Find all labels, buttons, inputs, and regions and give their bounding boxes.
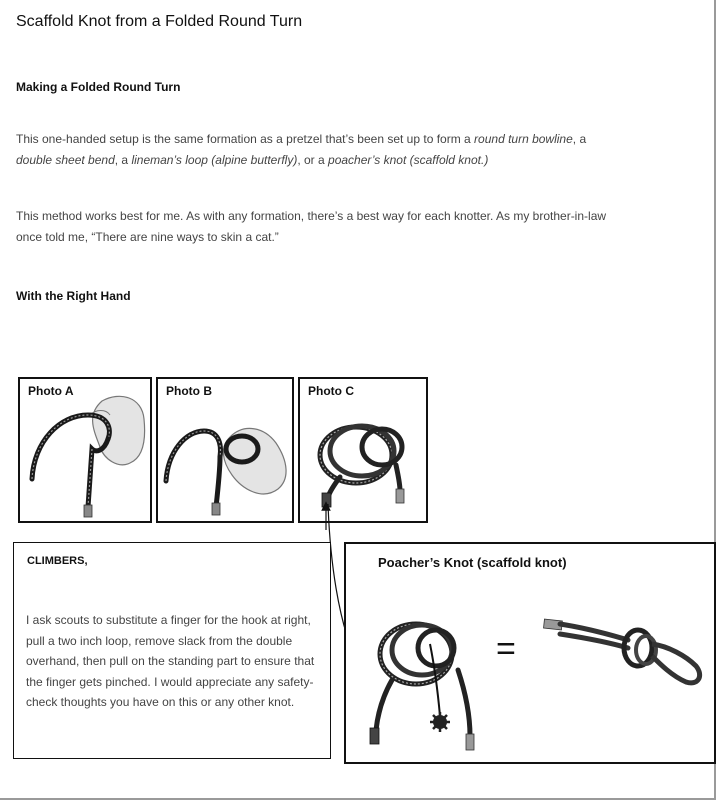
equals-sign: = (496, 630, 516, 668)
intro-text-2: , a (572, 132, 587, 146)
photo-c (298, 377, 428, 523)
document-title: Scaffold Knot from a Folded Round Turn (16, 13, 303, 30)
intro-text-1: This one-handed setup is the same formation as a pretzel that’s been set up to form a (16, 132, 475, 146)
poachers-knot-term: poacher’s knot (scaffold knot.) (328, 153, 489, 167)
intro-paragraph (16, 129, 616, 171)
scaffold-knot-illustration (346, 544, 714, 762)
round-turn-bowline-term: round turn bowline (474, 132, 573, 146)
climbers-note-text: I ask scouts to substitute a finger for the hook at right, pull a two inch loop, remove slack from the double overhand, then pull on the standing part to ensure that the finger gets pinched. I would appreciate any safety-check thoughts you have on this or any other knot. (26, 613, 315, 709)
photo-b-label: Photo B (166, 384, 212, 398)
section-heading-right-hand: With the Right Hand (16, 289, 131, 303)
method-paragraph: This method works best for me. As with any formation, there’s a best way for each knotter. As my brother-in-law once told me, “There are nine ways to skin a cat.” (16, 209, 607, 244)
photo-a (18, 377, 152, 523)
photo-b-rope-hand-illustration (158, 379, 292, 521)
poachers-knot-panel (344, 542, 716, 764)
intro-text-3: , a (114, 153, 132, 167)
photo-a-label: Photo A (28, 384, 74, 398)
photo-c-label: Photo C (308, 384, 354, 398)
linemans-loop-term: lineman’s loop (alpine butterfly) (131, 153, 298, 167)
photo-c-coiled-rope-illustration (300, 379, 426, 521)
intro-text-4: , or a (297, 153, 329, 167)
poachers-knot-title: Poacher’s Knot (scaffold knot) (378, 555, 567, 570)
section-heading-folded-round-turn: Making a Folded Round Turn (16, 80, 181, 94)
double-sheet-bend-term: double sheet bend (16, 153, 115, 167)
photo-a-rope-hand-illustration (20, 379, 150, 521)
photo-b (156, 377, 294, 523)
climbers-note-title: CLIMBERS, (27, 555, 88, 567)
climbers-note (13, 542, 331, 759)
